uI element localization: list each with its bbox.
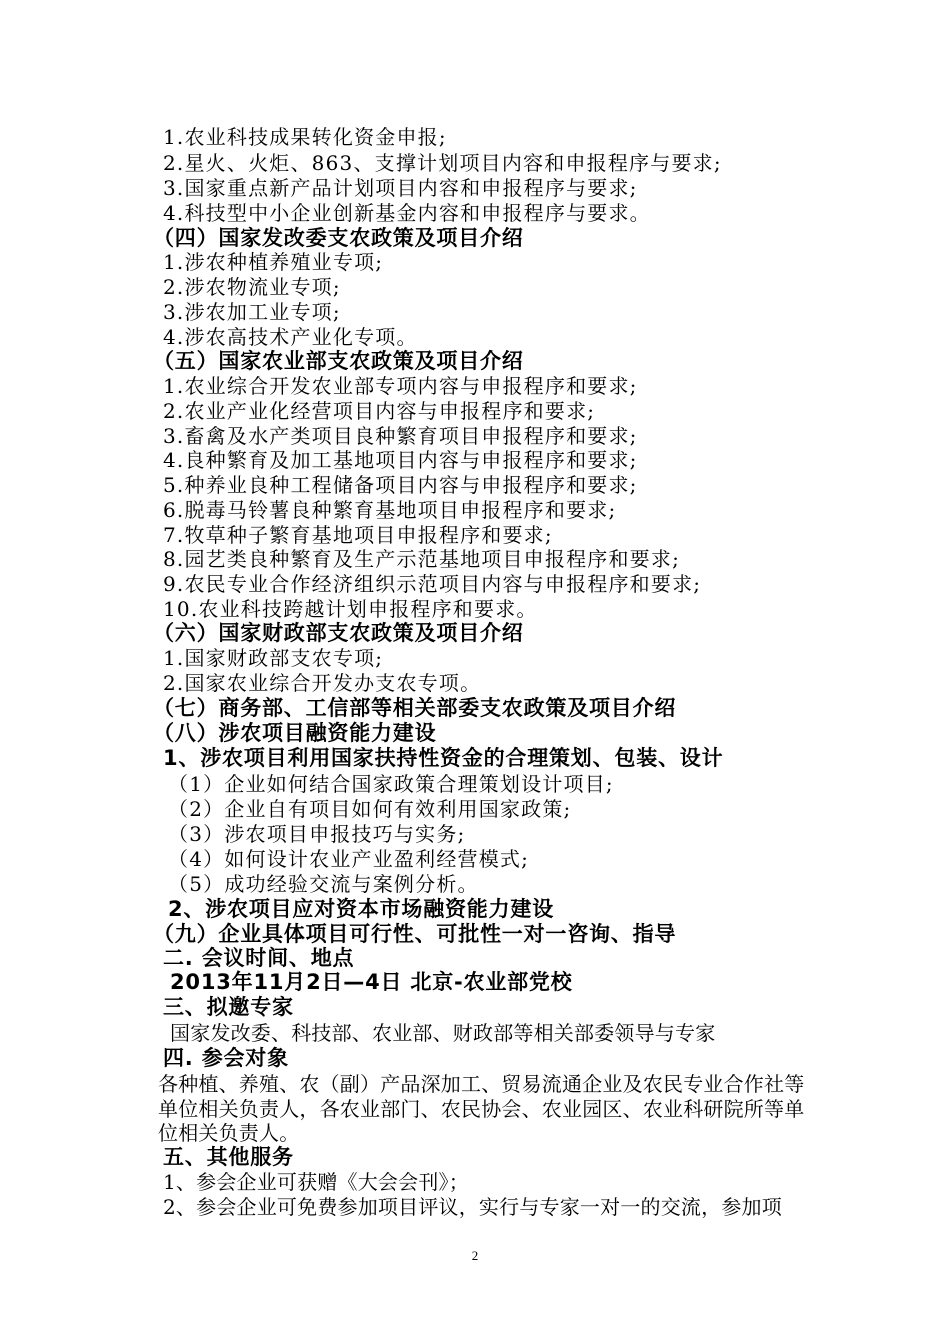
list-item: 3.涉农加工业专项;	[163, 300, 341, 324]
list-item: 2.国家农业综合开发办支农专项。	[163, 671, 482, 695]
list-item: 7.牧草种子繁育基地项目申报程序和要求;	[163, 523, 553, 547]
list-item: 8.园艺类良种繁育及生产示范基地项目申报程序和要求;	[163, 547, 681, 571]
list-item: 4.涉农高技术产业化专项。	[163, 325, 418, 349]
section-heading: 三、拟邀专家	[163, 995, 294, 1019]
list-item: 3.国家重点新产品计划项目内容和申报程序与要求;	[163, 176, 638, 200]
list-item: （2）企业自有项目如何有效利用国家政策;	[168, 797, 572, 821]
section-heading: （五）国家农业部支农政策及项目介绍	[153, 349, 524, 373]
list-item: 1、参会企业可获赠《大会会刊》；	[163, 1170, 469, 1194]
page-number: 2	[471, 1248, 479, 1263]
list-item: 1.农业综合开发农业部专项内容与申报程序和要求;	[163, 374, 638, 398]
sub-heading: 1、涉农项目利用国家扶持性资金的合理策划、包装、设计	[163, 746, 724, 770]
section-heading: （九）企业具体项目可行性、可批性一对一咨询、指导	[153, 922, 677, 946]
section-heading: 五、其他服务	[163, 1145, 294, 1169]
list-item: 4.科技型中小企业创新基金内容和申报程序与要求。	[163, 201, 651, 225]
section-heading: （七）商务部、工信部等相关部委支农政策及项目介绍	[153, 696, 677, 720]
list-item: 2.涉农物流业专项;	[163, 275, 341, 299]
paragraph-line: 单位相关负责人，各农业部门、农民协会、农业园区、农业科研院所等单	[158, 1097, 805, 1121]
paragraph-line: 位相关负责人。	[158, 1121, 300, 1145]
meeting-time-location: 2013年11月2日—4日 北京-农业部党校	[170, 970, 573, 994]
list-item: 2.农业产业化经营项目内容与申报程序和要求;	[163, 399, 596, 423]
list-item: 6.脱毒马铃薯良种繁育基地项目申报程序和要求;	[163, 498, 617, 522]
list-item: 1.农业科技成果转化资金申报;	[163, 125, 447, 149]
list-item: 4.良种繁育及加工基地项目内容与申报程序和要求;	[163, 448, 638, 472]
paragraph-line: 各种植、养殖、农（副）产品深加工、贸易流通企业及农民专业合作社等	[158, 1072, 805, 1096]
section-heading: （四）国家发改委支农政策及项目介绍	[153, 226, 524, 250]
section-heading: 四. 参会对象	[163, 1046, 289, 1070]
list-item: （5）成功经验交流与案例分析。	[168, 872, 479, 896]
list-item: 2、参会企业可免费参加项目评议，实行与专家一对一的交流，参加项	[163, 1195, 782, 1219]
list-item: （3）涉农项目申报技巧与实务;	[168, 822, 466, 846]
section-heading: （六）国家财政部支农政策及项目介绍	[153, 621, 524, 645]
section-heading: 二. 会议时间、地点	[163, 946, 355, 970]
list-item: 3.畜禽及水产类项目良种繁育项目申报程序和要求;	[163, 424, 638, 448]
list-item: （4）如何设计农业产业盈利经营模式;	[168, 847, 530, 871]
list-item: 1.国家财政部支农专项;	[163, 646, 384, 670]
list-item: 9.农民专业合作经济组织示范项目内容与申报程序和要求;	[163, 572, 702, 596]
list-item: 1.涉农种植养殖业专项;	[163, 250, 384, 274]
list-item: 10.农业科技跨越计划申报程序和要求。	[163, 597, 538, 621]
list-item: 2.星火、火炬、863、支撑计划项目内容和申报程序与要求;	[163, 151, 722, 175]
paragraph-line: 国家发改委、科技部、农业部、财政部等相关部委领导与专家	[170, 1021, 716, 1045]
list-item: （1）企业如何结合国家政策合理策划设计项目;	[168, 772, 614, 796]
list-item: 5.种养业良种工程储备项目内容与申报程序和要求;	[163, 473, 638, 497]
sub-heading: 2、涉农项目应对资本市场融资能力建设	[168, 897, 555, 921]
section-heading: （八）涉农项目融资能力建设	[153, 721, 437, 745]
